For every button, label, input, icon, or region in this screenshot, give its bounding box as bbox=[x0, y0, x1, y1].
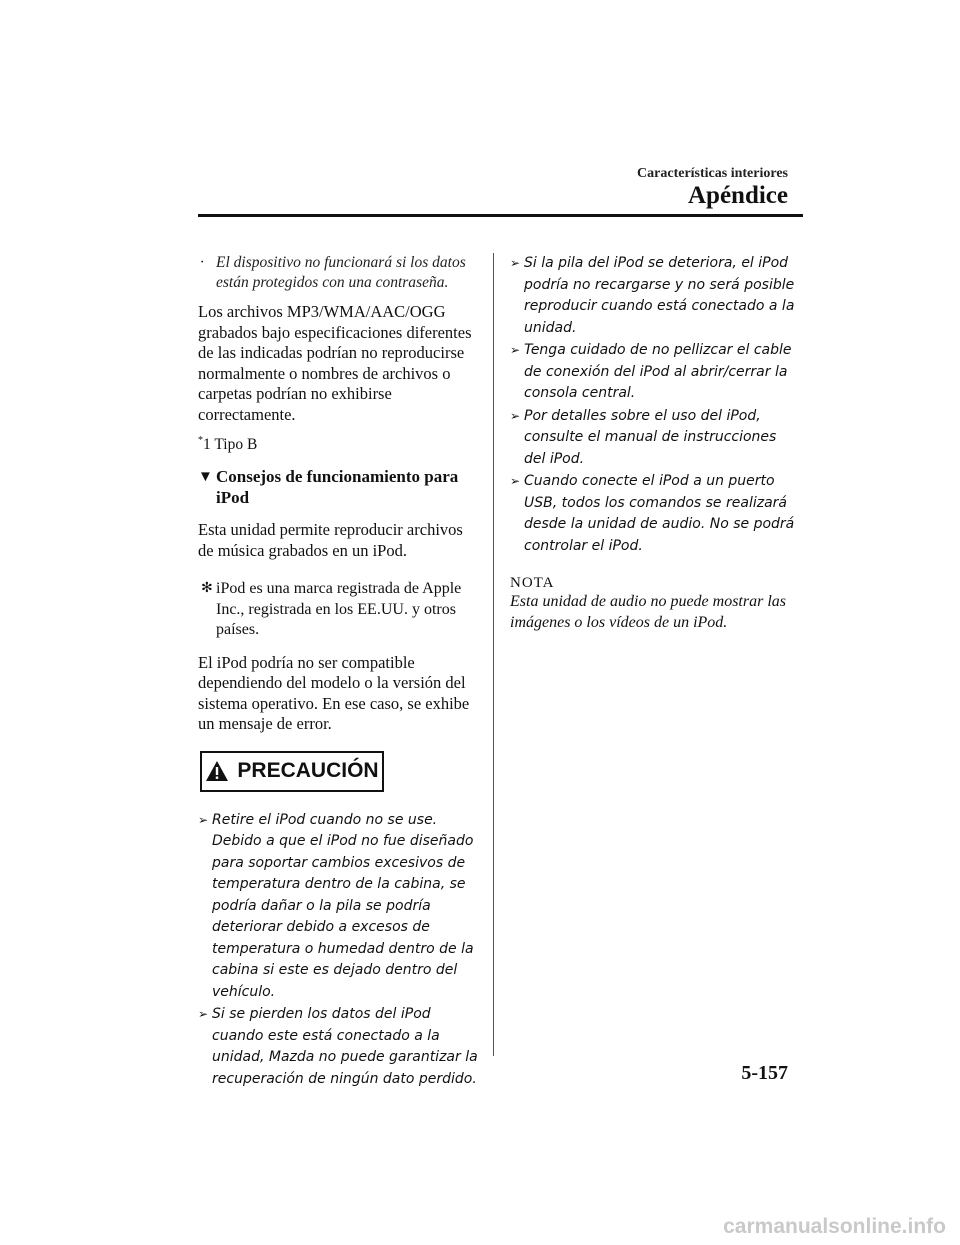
note-label: NOTA bbox=[510, 575, 555, 591]
caution-list bbox=[510, 253, 795, 557]
caution-item-text: Cuando conecte el iPod a un puerto USB, todos los comandos se realizará desde la unidad de audio. No se podrá controlar el iPod. bbox=[524, 473, 795, 554]
section-heading bbox=[198, 466, 478, 508]
arrow-icon: ➢ bbox=[510, 474, 521, 488]
caution-title: PRECAUCIÓN bbox=[237, 759, 379, 783]
paragraph: El iPod podría no ser compatible dependiendo del modelo o la versión del sistema operativo. En ese caso, se exhibe un mensaje de error. bbox=[198, 652, 470, 734]
paragraph: Esta unidad permite reproducir archivos de música grabados en un iPod. bbox=[198, 520, 463, 560]
triangle-down-icon: ▼ bbox=[198, 469, 213, 486]
column-divider bbox=[493, 253, 494, 1056]
caution-item bbox=[198, 1004, 478, 1090]
arrow-icon: ➢ bbox=[510, 408, 521, 423]
header-section-label: Características interiores bbox=[637, 166, 788, 181]
caution-box bbox=[200, 751, 384, 792]
watermark: carmanualsonline.info bbox=[723, 1215, 946, 1238]
arrow-icon: ➢ bbox=[198, 1007, 209, 1022]
caution-item bbox=[510, 471, 795, 557]
header-rule bbox=[198, 214, 803, 217]
footnote bbox=[198, 435, 478, 454]
arrow-icon: ➢ bbox=[198, 812, 209, 827]
footnote-mark: * bbox=[198, 435, 203, 446]
caution-item bbox=[510, 406, 795, 471]
warning-icon bbox=[205, 760, 229, 782]
caution-list bbox=[198, 810, 478, 1091]
page-title: Apéndice bbox=[688, 182, 788, 209]
list-item bbox=[198, 253, 478, 293]
paragraph: Los archivos MP3/WMA/AAC/OGG grabados bajo especificaciones diferentes de las indicadas podrían no reproducirse normalmente o nombres de archivos o carpetas podrían no exhibirse correctamente. bbox=[198, 302, 472, 424]
caution-item bbox=[198, 810, 478, 1004]
section-heading-text: Consejos de funcionamiento para iPod bbox=[216, 467, 459, 508]
arrow-icon: ➢ bbox=[510, 256, 521, 270]
arrow-icon: ➢ bbox=[510, 343, 521, 357]
caution-item-text: Tenga cuidado de no pellizcar el cable de conexión del iPod al abrir/cerrar la consola central. bbox=[524, 342, 792, 401]
right-column bbox=[510, 253, 795, 633]
caution-item bbox=[510, 253, 795, 339]
caution-item bbox=[510, 340, 795, 405]
footnote-text: 1 Tipo B bbox=[203, 436, 258, 454]
asterisk-icon: ✻ bbox=[201, 581, 213, 597]
bullet-dot: · bbox=[200, 254, 204, 271]
trademark-note bbox=[198, 579, 478, 641]
bullet-text: El dispositivo no funcionará si los datos están protegidos con una contraseña. bbox=[216, 254, 466, 291]
caution-item-text: Retire el iPod cuando no se use. Debido a que el iPod no fue diseñado para soportar cambios excesivos de temperatura dentro de la cabina, se podría dañar o la pila se podría deteriorar debido a excesos de temperatura o humedad dentro de la cabina si este es dejado dentro del vehículo. bbox=[212, 811, 474, 1000]
caution-item-text: Por detalles sobre el uso del iPod, consulte el manual de instrucciones del iPod. bbox=[524, 407, 777, 467]
left-column bbox=[198, 253, 478, 1091]
caution-item-text: Si la pila del iPod se deteriora, el iPod podría no recargarse y no será posible reproducir cuando está conectado a la unidad. bbox=[524, 255, 795, 336]
note-text: Esta unidad de audio no puede mostrar las imágenes o los vídeos de un iPod. bbox=[510, 593, 786, 631]
caution-item-text: Si se pierden los datos del iPod cuando este está conectado a la unidad, Mazda no puede garantizar la recuperación de ningún dato perdido. bbox=[212, 1006, 478, 1087]
trademark-note-text: iPod es una marca registrada de Apple Inc., registrada en los EE.UU. y otros países. bbox=[216, 580, 462, 639]
page-number: 5-157 bbox=[741, 1062, 788, 1084]
